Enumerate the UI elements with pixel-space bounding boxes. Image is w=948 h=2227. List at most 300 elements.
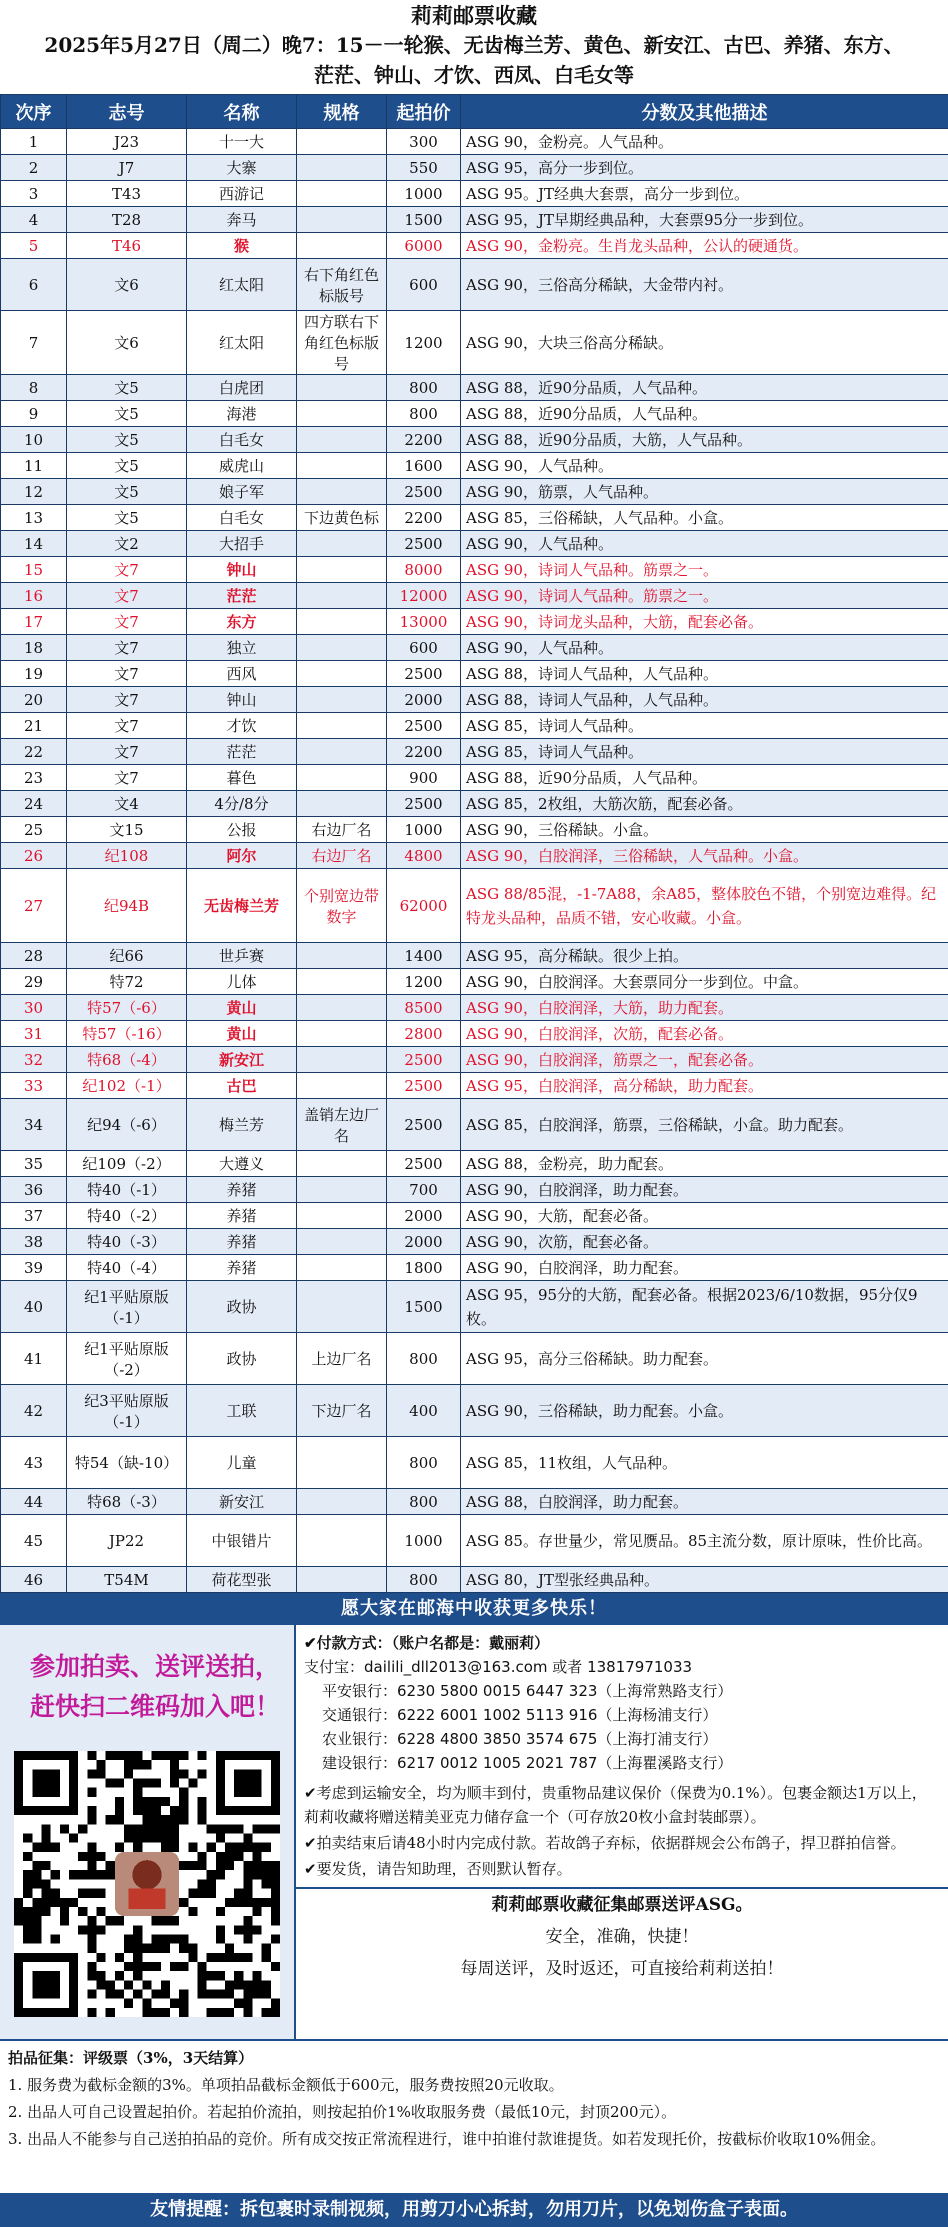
cell-name: 4分/8分 bbox=[187, 791, 297, 817]
cell-spec bbox=[297, 1229, 387, 1255]
cell-desc: ASG 90，三俗稀缺。小盒。 bbox=[461, 817, 948, 843]
cell-spec bbox=[297, 583, 387, 609]
table-row bbox=[1, 765, 948, 791]
cell-desc: ASG 90，白胶润泽，三俗稀缺，人气品种。小盒。 bbox=[461, 843, 948, 869]
cell-name: 养猪 bbox=[187, 1229, 297, 1255]
cell-price: 800 bbox=[387, 1567, 461, 1593]
cell-spec bbox=[297, 401, 387, 427]
cell-no: 11 bbox=[1, 453, 67, 479]
cell-spec: 右边厂名 bbox=[297, 843, 387, 869]
cell-price: 900 bbox=[387, 765, 461, 791]
cell-code: 特57（-6） bbox=[67, 995, 187, 1021]
cell-code: 纪1平贴原版（-2） bbox=[67, 1333, 187, 1385]
table-row bbox=[1, 969, 948, 995]
cell-spec bbox=[297, 1489, 387, 1515]
col-header-no: 次序 bbox=[1, 95, 67, 129]
col-header-spec: 规格 bbox=[297, 95, 387, 129]
cell-name: 暮色 bbox=[187, 765, 297, 791]
cell-code: 特68（-4） bbox=[67, 1047, 187, 1073]
cell-price: 1200 bbox=[387, 311, 461, 375]
cell-no: 24 bbox=[1, 791, 67, 817]
cell-code: 文15 bbox=[67, 817, 187, 843]
table-row bbox=[1, 1333, 948, 1385]
cell-no: 44 bbox=[1, 1489, 67, 1515]
cell-code: 文7 bbox=[67, 661, 187, 687]
cell-no: 38 bbox=[1, 1229, 67, 1255]
cell-spec bbox=[297, 1021, 387, 1047]
cell-code: 特40（-2） bbox=[67, 1203, 187, 1229]
cell-desc: ASG 90，人气品种。 bbox=[461, 531, 948, 557]
bank-row bbox=[304, 1751, 940, 1775]
cell-spec bbox=[297, 427, 387, 453]
col-header-price: 起拍价 bbox=[387, 95, 461, 129]
table-row bbox=[1, 1281, 948, 1333]
cell-code: 特54（缺-10） bbox=[67, 1437, 187, 1489]
table-row bbox=[1, 453, 948, 479]
cell-code: 文6 bbox=[67, 259, 187, 311]
cell-name: 大招手 bbox=[187, 531, 297, 557]
bank-account: 6222 6001 1002 5113 916（上海杨浦支行） bbox=[397, 1706, 718, 1724]
table-row bbox=[1, 1099, 948, 1151]
table-row bbox=[1, 129, 948, 155]
cell-desc: ASG 90，诗词人气品种。筋票之一。 bbox=[461, 557, 948, 583]
cell-spec bbox=[297, 453, 387, 479]
cell-code: 特72 bbox=[67, 969, 187, 995]
cell-name: 钟山 bbox=[187, 687, 297, 713]
cell-spec bbox=[297, 531, 387, 557]
cell-desc: ASG 88，白胶润泽，助力配套。 bbox=[461, 1489, 948, 1515]
cell-desc: ASG 90，诗词人气品种。筋票之一。 bbox=[461, 583, 948, 609]
cell-desc: ASG 95，JT早期经典品种，大套票95分一步到位。 bbox=[461, 207, 948, 233]
shipping-notes bbox=[296, 1775, 948, 1881]
cell-no: 39 bbox=[1, 1255, 67, 1281]
table-row bbox=[1, 311, 948, 375]
cell-desc: ASG 88，近90分品质，人气品种。 bbox=[461, 401, 948, 427]
table-row bbox=[1, 1255, 948, 1281]
cell-price: 300 bbox=[387, 129, 461, 155]
cell-no: 29 bbox=[1, 969, 67, 995]
rule-item: 3. 出品人不能参与自己送拍拍品的竞价。所有成交按正常流程进行，谁中拍谁付款谁提货。如若发现托价，按截标价收取10%佣金。 bbox=[8, 2130, 886, 2148]
grading-box bbox=[296, 1887, 948, 1989]
cell-spec bbox=[297, 609, 387, 635]
cell-desc: ASG 90，诗词龙头品种，大筋，配套必备。 bbox=[461, 609, 948, 635]
cell-desc: ASG 90，金粉亮。生肖龙头品种，公认的硬通货。 bbox=[461, 233, 948, 259]
table-row bbox=[1, 713, 948, 739]
cell-name: 大寨 bbox=[187, 155, 297, 181]
cell-code: 特40（-4） bbox=[67, 1255, 187, 1281]
qr-code-icon[interactable] bbox=[14, 1751, 280, 2017]
cell-desc: ASG 90，三俗高分稀缺，大金带内衬。 bbox=[461, 259, 948, 311]
auction-subtitle-line2: 茫茫、钟山、才饮、西凤、白毛女等 bbox=[314, 63, 634, 87]
cell-price: 800 bbox=[387, 1333, 461, 1385]
cell-spec bbox=[297, 791, 387, 817]
table-row bbox=[1, 1073, 948, 1099]
cell-price: 2500 bbox=[387, 1073, 461, 1099]
cell-desc: ASG 90，人气品种。 bbox=[461, 453, 948, 479]
cell-spec bbox=[297, 129, 387, 155]
table-row bbox=[1, 791, 948, 817]
cell-desc: ASG 90，白胶润泽。大套票同分一步到位。中盒。 bbox=[461, 969, 948, 995]
cell-price: 6000 bbox=[387, 233, 461, 259]
cell-name: 西游记 bbox=[187, 181, 297, 207]
table-row bbox=[1, 233, 948, 259]
table-row bbox=[1, 843, 948, 869]
cell-name: 黄山 bbox=[187, 1021, 297, 1047]
cell-desc: ASG 88，近90分品质，大筋，人气品种。 bbox=[461, 427, 948, 453]
cell-desc: ASG 85，三俗稀缺，人气品种。小盒。 bbox=[461, 505, 948, 531]
cell-name: 茫茫 bbox=[187, 583, 297, 609]
table-row bbox=[1, 1151, 948, 1177]
cell-spec bbox=[297, 375, 387, 401]
cell-code: 文5 bbox=[67, 505, 187, 531]
cell-price: 62000 bbox=[387, 869, 461, 943]
table-row bbox=[1, 943, 948, 969]
cell-code: 文7 bbox=[67, 739, 187, 765]
cell-desc: ASG 85，诗词人气品种。 bbox=[461, 739, 948, 765]
cell-price: 2500 bbox=[387, 479, 461, 505]
cell-name: 茫茫 bbox=[187, 739, 297, 765]
cell-name: 政协 bbox=[187, 1333, 297, 1385]
cell-no: 21 bbox=[1, 713, 67, 739]
cell-name: 公报 bbox=[187, 817, 297, 843]
cell-price: 13000 bbox=[387, 609, 461, 635]
cell-price: 2500 bbox=[387, 661, 461, 687]
cell-price: 400 bbox=[387, 1385, 461, 1437]
cell-spec bbox=[297, 1255, 387, 1281]
cell-spec bbox=[297, 557, 387, 583]
cell-spec bbox=[297, 207, 387, 233]
cell-spec bbox=[297, 1515, 387, 1567]
cell-name: 新安江 bbox=[187, 1489, 297, 1515]
cell-code: 特57（-16） bbox=[67, 1021, 187, 1047]
cell-price: 2000 bbox=[387, 1229, 461, 1255]
cell-code: 纪94B bbox=[67, 869, 187, 943]
bank-row bbox=[304, 1703, 940, 1727]
bank-label: 交通银行： bbox=[322, 1706, 398, 1724]
table-row bbox=[1, 531, 948, 557]
cell-spec bbox=[297, 943, 387, 969]
cell-no: 15 bbox=[1, 557, 67, 583]
grading-line2: 安全，准确，快捷！ bbox=[545, 1927, 699, 1947]
cell-code: 纪102（-1） bbox=[67, 1073, 187, 1099]
cell-no: 30 bbox=[1, 995, 67, 1021]
cell-no: 46 bbox=[1, 1567, 67, 1593]
table-row bbox=[1, 181, 948, 207]
table-row bbox=[1, 1177, 948, 1203]
table-row bbox=[1, 1047, 948, 1073]
cell-spec: 上边厂名 bbox=[297, 1333, 387, 1385]
cell-name: 无齿梅兰芳 bbox=[187, 869, 297, 943]
cell-desc: ASG 90，人气品种。 bbox=[461, 635, 948, 661]
cell-no: 8 bbox=[1, 375, 67, 401]
cell-name: 娘子军 bbox=[187, 479, 297, 505]
stamp-table bbox=[0, 94, 948, 1593]
cell-spec bbox=[297, 765, 387, 791]
cell-no: 23 bbox=[1, 765, 67, 791]
cell-price: 2500 bbox=[387, 791, 461, 817]
cell-name: 红太阳 bbox=[187, 259, 297, 311]
cell-no: 1 bbox=[1, 129, 67, 155]
bank-label: 农业银行： bbox=[322, 1730, 398, 1748]
cell-price: 700 bbox=[387, 1177, 461, 1203]
cell-no: 10 bbox=[1, 427, 67, 453]
cell-no: 43 bbox=[1, 1437, 67, 1489]
cell-no: 14 bbox=[1, 531, 67, 557]
cell-price: 1500 bbox=[387, 207, 461, 233]
cell-price: 550 bbox=[387, 155, 461, 181]
cell-price: 600 bbox=[387, 259, 461, 311]
cell-name: 钟山 bbox=[187, 557, 297, 583]
rules-title: 拍品征集：评级票（3%，3天结算） bbox=[8, 2049, 254, 2067]
cell-spec: 个别宽边带数字 bbox=[297, 869, 387, 943]
cell-code: 文4 bbox=[67, 791, 187, 817]
cell-no: 17 bbox=[1, 609, 67, 635]
promo-panel bbox=[0, 1625, 296, 2039]
cell-price: 1800 bbox=[387, 1255, 461, 1281]
table-row bbox=[1, 259, 948, 311]
cell-desc: ASG 90，白胶润泽，大筋，助力配套。 bbox=[461, 995, 948, 1021]
cell-no: 18 bbox=[1, 635, 67, 661]
footer-reminder: 友情提醒：拆包裹时录制视频，用剪刀小心拆封，勿用刀片，以免划伤盒子表面。 bbox=[0, 2193, 948, 2227]
page-title: 莉莉邮票收藏 bbox=[411, 3, 537, 28]
cell-code: 纪108 bbox=[67, 843, 187, 869]
cell-name: 威虎山 bbox=[187, 453, 297, 479]
cell-code: 文7 bbox=[67, 609, 187, 635]
cell-name: 古巴 bbox=[187, 1073, 297, 1099]
cell-desc: ASG 90，筋票，人气品种。 bbox=[461, 479, 948, 505]
cell-price: 8000 bbox=[387, 557, 461, 583]
cell-price: 1600 bbox=[387, 453, 461, 479]
cell-desc: ASG 90，白胶润泽，助力配套。 bbox=[461, 1177, 948, 1203]
cell-name: 政协 bbox=[187, 1281, 297, 1333]
table-row bbox=[1, 995, 948, 1021]
cell-desc: ASG 88，金粉亮，助力配套。 bbox=[461, 1151, 948, 1177]
cell-desc: ASG 88，近90分品质，人气品种。 bbox=[461, 765, 948, 791]
cell-name: 养猪 bbox=[187, 1177, 297, 1203]
table-row bbox=[1, 817, 948, 843]
cell-no: 32 bbox=[1, 1047, 67, 1073]
cell-price: 2200 bbox=[387, 739, 461, 765]
cell-price: 1400 bbox=[387, 943, 461, 969]
cell-name: 黄山 bbox=[187, 995, 297, 1021]
table-row bbox=[1, 661, 948, 687]
cell-code: 文5 bbox=[67, 427, 187, 453]
table-row bbox=[1, 1385, 948, 1437]
cell-name: 奔马 bbox=[187, 207, 297, 233]
promo-text bbox=[0, 1625, 294, 1727]
cell-no: 2 bbox=[1, 155, 67, 181]
table-row bbox=[1, 869, 948, 943]
cell-spec bbox=[297, 687, 387, 713]
cell-price: 4800 bbox=[387, 843, 461, 869]
cell-price: 800 bbox=[387, 401, 461, 427]
cell-price: 800 bbox=[387, 1437, 461, 1489]
cell-no: 16 bbox=[1, 583, 67, 609]
cell-code: 文7 bbox=[67, 687, 187, 713]
cell-no: 22 bbox=[1, 739, 67, 765]
cell-no: 4 bbox=[1, 207, 67, 233]
rule-item: 2. 出品人可自己设置起拍价。若起拍价流拍，则按起拍价1%收取服务费（最低10元，封顶200元）。 bbox=[8, 2103, 677, 2121]
cell-name: 荷花型张 bbox=[187, 1567, 297, 1593]
cell-price: 2800 bbox=[387, 1021, 461, 1047]
cell-no: 9 bbox=[1, 401, 67, 427]
bank-row bbox=[304, 1727, 940, 1751]
cell-desc: ASG 85，白胶润泽，筋票，三俗稀缺，小盒。助力配套。 bbox=[461, 1099, 948, 1151]
cell-name: 白毛女 bbox=[187, 505, 297, 531]
table-row bbox=[1, 557, 948, 583]
cell-price: 2500 bbox=[387, 1099, 461, 1151]
table-row bbox=[1, 401, 948, 427]
rule-item: 1. 服务费为截标金额的3%。单项拍品截标金额低于600元，服务费按照20元收取。 bbox=[8, 2076, 564, 2094]
alipay-value: dailili_dll2013@163.com 或者 13817971033 bbox=[364, 1658, 693, 1676]
col-header-desc: 分数及其他描述 bbox=[461, 95, 948, 129]
wish-banner: 愿大家在邮海中收获更多快乐！ bbox=[0, 1593, 948, 1625]
cell-no: 37 bbox=[1, 1203, 67, 1229]
cell-spec bbox=[297, 995, 387, 1021]
cell-price: 1000 bbox=[387, 181, 461, 207]
grading-line1: 莉莉邮票收藏征集邮票送评ASG。 bbox=[491, 1895, 753, 1915]
cell-code: 特68（-3） bbox=[67, 1489, 187, 1515]
cell-price: 2500 bbox=[387, 1151, 461, 1177]
cell-name: 西风 bbox=[187, 661, 297, 687]
cell-name: 阿尔 bbox=[187, 843, 297, 869]
bank-row bbox=[304, 1679, 940, 1703]
cell-no: 28 bbox=[1, 943, 67, 969]
cell-name: 白毛女 bbox=[187, 427, 297, 453]
bank-label: 建设银行： bbox=[322, 1754, 398, 1772]
cell-name: 才饮 bbox=[187, 713, 297, 739]
table-row bbox=[1, 1021, 948, 1047]
cell-code: 纪1平贴原版（-1） bbox=[67, 1281, 187, 1333]
cell-code: 文7 bbox=[67, 557, 187, 583]
cell-spec bbox=[297, 635, 387, 661]
cell-no: 7 bbox=[1, 311, 67, 375]
cell-price: 800 bbox=[387, 375, 461, 401]
bank-account: 6217 0012 1005 2021 787（上海瞿溪路支行） bbox=[397, 1754, 733, 1772]
cell-name: 新安江 bbox=[187, 1047, 297, 1073]
cell-spec: 四方联右下角红色标版号 bbox=[297, 311, 387, 375]
cell-spec bbox=[297, 1437, 387, 1489]
table-row bbox=[1, 1489, 948, 1515]
table-row bbox=[1, 1567, 948, 1593]
table-row bbox=[1, 427, 948, 453]
cell-no: 19 bbox=[1, 661, 67, 687]
cell-desc: ASG 85，11枚组，人气品种。 bbox=[461, 1437, 948, 1489]
table-header-row bbox=[1, 95, 948, 129]
cell-price: 800 bbox=[387, 1489, 461, 1515]
cell-name: 儿童 bbox=[187, 1437, 297, 1489]
payment-info bbox=[296, 1625, 948, 1775]
cell-spec bbox=[297, 739, 387, 765]
table-row bbox=[1, 609, 948, 635]
cell-desc: ASG 88，诗词人气品种，人气品种。 bbox=[461, 687, 948, 713]
table-row bbox=[1, 583, 948, 609]
cell-code: 文5 bbox=[67, 453, 187, 479]
cell-no: 25 bbox=[1, 817, 67, 843]
table-row bbox=[1, 479, 948, 505]
cell-name: 梅兰芳 bbox=[187, 1099, 297, 1151]
cell-price: 600 bbox=[387, 635, 461, 661]
cell-price: 2500 bbox=[387, 1047, 461, 1073]
cell-no: 35 bbox=[1, 1151, 67, 1177]
cell-no: 5 bbox=[1, 233, 67, 259]
cell-code: JP22 bbox=[67, 1515, 187, 1567]
table-row bbox=[1, 505, 948, 531]
cell-price: 1000 bbox=[387, 1515, 461, 1567]
cell-code: T28 bbox=[67, 207, 187, 233]
cell-code: J7 bbox=[67, 155, 187, 181]
cell-code: 特40（-1） bbox=[67, 1177, 187, 1203]
cell-no: 20 bbox=[1, 687, 67, 713]
cell-no: 31 bbox=[1, 1021, 67, 1047]
cell-desc: ASG 95，95分的大筋，配套必备。根据2023/6/10数据，95分仅9枚。 bbox=[461, 1281, 948, 1333]
table-row bbox=[1, 1203, 948, 1229]
cell-spec bbox=[297, 1177, 387, 1203]
cell-no: 13 bbox=[1, 505, 67, 531]
cell-spec bbox=[297, 969, 387, 995]
cell-code: T46 bbox=[67, 233, 187, 259]
cell-price: 1200 bbox=[387, 969, 461, 995]
cell-code: 文5 bbox=[67, 375, 187, 401]
cell-no: 12 bbox=[1, 479, 67, 505]
cell-code: 文2 bbox=[67, 531, 187, 557]
cell-spec bbox=[297, 1203, 387, 1229]
bank-account: 6228 4800 3850 3574 675（上海打浦支行） bbox=[397, 1730, 718, 1748]
cell-desc: ASG 85，诗词人气品种。 bbox=[461, 713, 948, 739]
cell-code: 文7 bbox=[67, 583, 187, 609]
cell-price: 8500 bbox=[387, 995, 461, 1021]
cell-desc: ASG 90，三俗稀缺，助力配套。小盒。 bbox=[461, 1385, 948, 1437]
cell-code: 文7 bbox=[67, 713, 187, 739]
cell-desc: ASG 90，白胶润泽，筋票之一，配套必备。 bbox=[461, 1047, 948, 1073]
cell-code: 纪66 bbox=[67, 943, 187, 969]
cell-code: 文5 bbox=[67, 479, 187, 505]
cell-desc: ASG 88/85混，-1-7A88，余A85，整体胶色不错，个别宽边难得。纪特龙头品种，品质不错，安心收藏。小盒。 bbox=[461, 869, 948, 943]
col-header-name: 名称 bbox=[187, 95, 297, 129]
cell-desc: ASG 95，高分一步到位。 bbox=[461, 155, 948, 181]
cell-price: 2000 bbox=[387, 1203, 461, 1229]
cell-spec bbox=[297, 1567, 387, 1593]
table-row bbox=[1, 375, 948, 401]
cell-no: 27 bbox=[1, 869, 67, 943]
cell-price: 2500 bbox=[387, 531, 461, 557]
cell-desc: ASG 95，高分稀缺。很少上拍。 bbox=[461, 943, 948, 969]
cell-price: 1000 bbox=[387, 817, 461, 843]
cell-code: 纪94（-6） bbox=[67, 1099, 187, 1151]
payment-panel bbox=[296, 1625, 948, 2039]
col-header-code: 志号 bbox=[67, 95, 187, 129]
cell-no: 40 bbox=[1, 1281, 67, 1333]
cell-spec: 下边黄色标 bbox=[297, 505, 387, 531]
cell-code: J23 bbox=[67, 129, 187, 155]
cell-code: 纪109（-2） bbox=[67, 1151, 187, 1177]
cell-desc: ASG 90，次筋，配套必备。 bbox=[461, 1229, 948, 1255]
cell-desc: ASG 88，诗词人气品种，人气品种。 bbox=[461, 661, 948, 687]
payment-title: ✔付款方式：（账户名都是：戴丽莉） bbox=[304, 1634, 550, 1652]
cell-desc: ASG 95，白胶润泽，高分稀缺，助力配套。 bbox=[461, 1073, 948, 1099]
cell-code: T54M bbox=[67, 1567, 187, 1593]
table-body bbox=[1, 129, 948, 1593]
table-row bbox=[1, 207, 948, 233]
cell-no: 45 bbox=[1, 1515, 67, 1567]
cell-desc: ASG 90，金粉亮。人气品种。 bbox=[461, 129, 948, 155]
cell-name: 养猪 bbox=[187, 1255, 297, 1281]
cell-spec: 下边厂名 bbox=[297, 1385, 387, 1437]
note-shipping: ✔考虑到运输安全，均为顺丰到付，贵重物品建议保价（保费为0.1%）。包裹金额达1万以上，莉莉收藏将赠送精美亚克力储存盒一个（可存放20枚小盒封装邮票）。 bbox=[304, 1784, 927, 1826]
cell-name: 猴 bbox=[187, 233, 297, 259]
cell-spec bbox=[297, 233, 387, 259]
promo-line2: 赶快扫二维码加入吧！ bbox=[30, 1692, 281, 1721]
